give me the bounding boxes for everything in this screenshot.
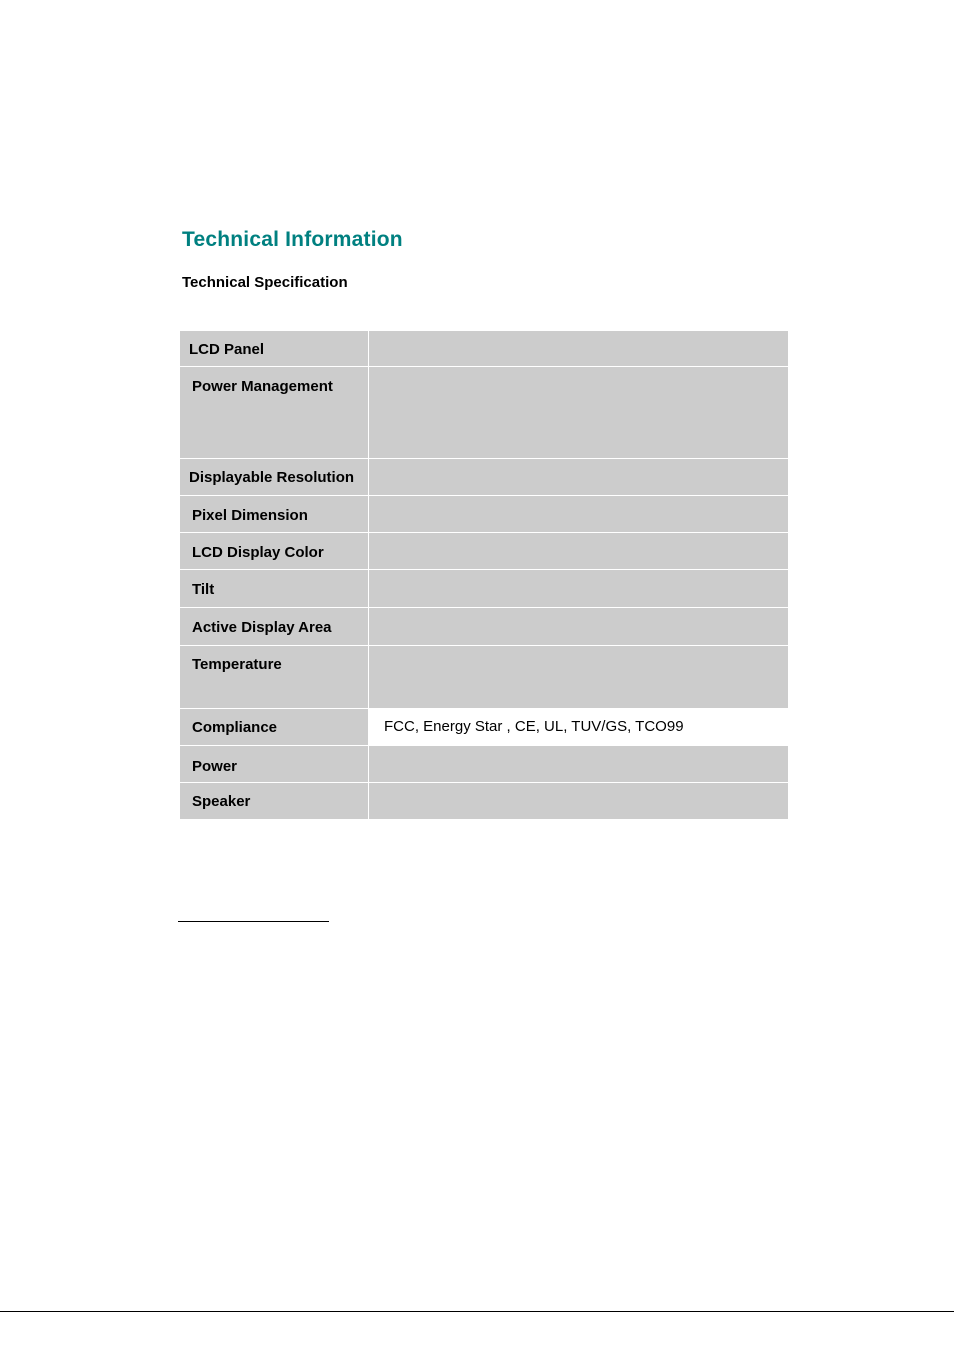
section-title: Technical Specification	[182, 274, 348, 291]
spec-label: Compliance	[180, 709, 369, 745]
spec-label: Displayable Resolution	[180, 459, 369, 495]
spec-row-speaker	[180, 783, 788, 819]
footnote-divider	[178, 921, 329, 922]
spec-value	[369, 367, 788, 458]
spec-value	[369, 570, 788, 607]
spec-label: Tilt	[180, 570, 369, 607]
spec-row-temperature	[180, 646, 788, 709]
spec-row-lcd-display-color	[180, 533, 788, 570]
spec-value	[369, 783, 788, 819]
spec-row-power-management	[180, 367, 788, 459]
spec-label: Active Display Area	[180, 608, 369, 645]
spec-value	[369, 646, 788, 708]
spec-value	[369, 459, 788, 495]
spec-label: LCD Panel	[180, 331, 369, 366]
spec-label: Power	[180, 746, 369, 782]
page-footer-divider	[0, 1311, 954, 1312]
spec-row-compliance	[180, 709, 788, 746]
spec-value	[369, 496, 788, 532]
spec-label: Speaker	[180, 783, 369, 819]
spec-value	[369, 746, 788, 782]
spec-row-pixel-dimension	[180, 496, 788, 533]
spec-label: Temperature	[180, 646, 369, 708]
spec-row-tilt	[180, 570, 788, 608]
page-title: Technical Information	[182, 228, 403, 251]
spec-row-displayable-resolution	[180, 459, 788, 496]
spec-value	[369, 331, 788, 366]
spec-value	[369, 533, 788, 569]
spec-value: FCC, Energy Star , CE, UL, TUV/GS, TCO99	[384, 718, 684, 735]
spec-label: LCD Display Color	[180, 533, 369, 569]
spec-label: Power Management	[180, 367, 369, 458]
spec-row-power	[180, 746, 788, 783]
spec-value	[369, 608, 788, 645]
spec-table	[180, 331, 788, 819]
spec-label: Pixel Dimension	[180, 496, 369, 532]
spec-row-lcd-panel	[180, 331, 788, 367]
spec-row-active-display-area	[180, 608, 788, 646]
